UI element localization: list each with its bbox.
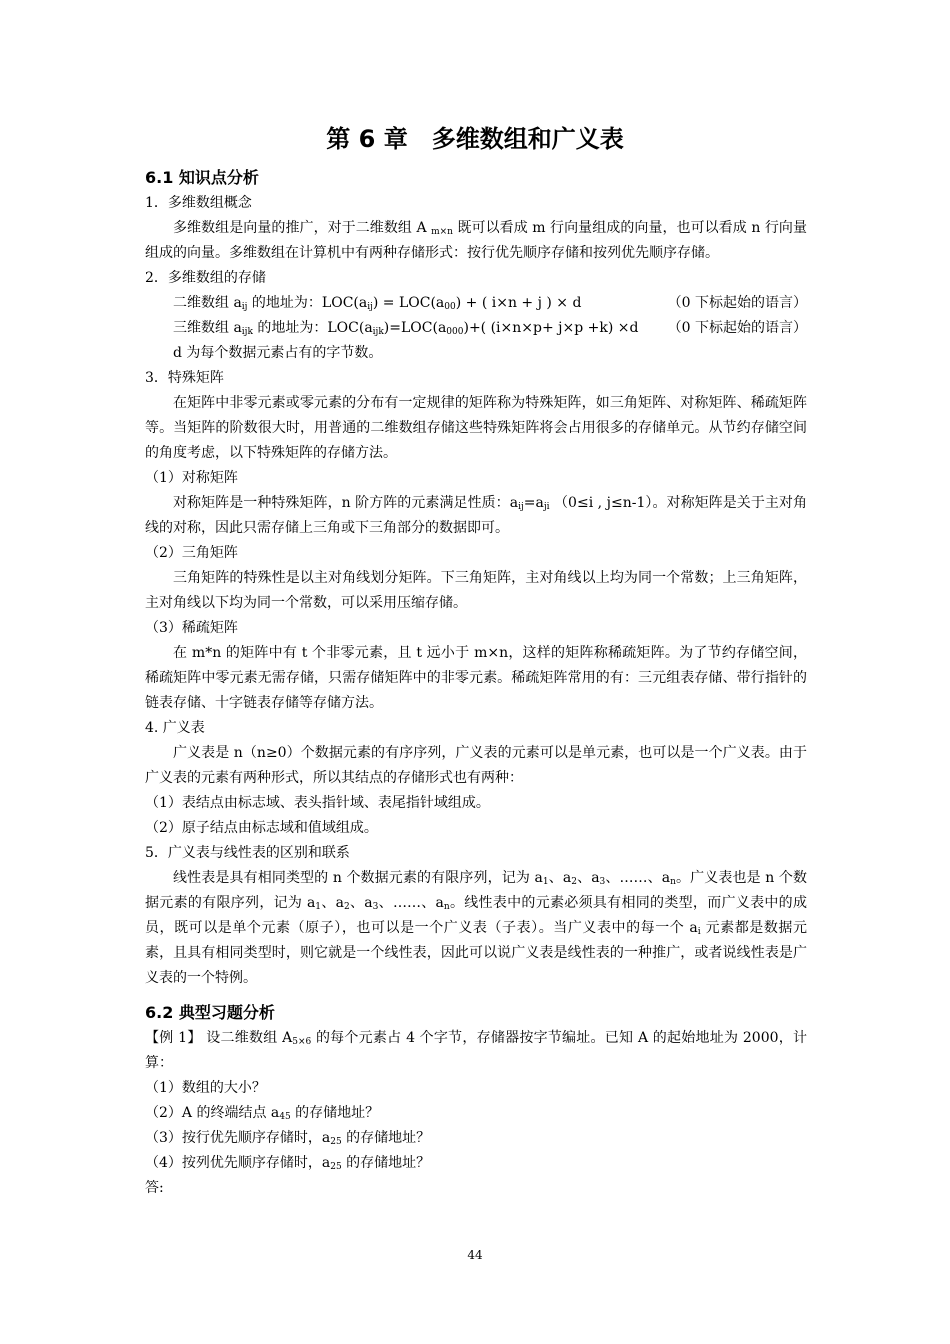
section-heading-6-1: 6.1 知识点分析 xyxy=(145,168,259,187)
chapter-title: 第 6 章 多维数组和广义表 xyxy=(326,125,624,153)
subheading-sparse: （3）稀疏矩阵 xyxy=(145,620,238,636)
paragraph-sparse: 在 m*n 的矩阵中有 t 个非零元素，且 t 远小于 m×n，这样的矩阵称稀疏矩阵。为了节约存储空间，稀疏矩阵中零元素无需存储，只需存储矩阵中的非零元素。稀疏矩阵常用的有：三元组表存储、带行指针的链表存储、十字链表存储等存储方法。 xyxy=(145,645,807,711)
subheading-symmetric: （1）对称矩阵 xyxy=(145,470,238,486)
subheading-triangular: （2）三角矩阵 xyxy=(145,545,238,561)
list-item-table-node: （1）表结点由标志域、表头指针域、表尾指针域组成。 xyxy=(145,795,490,811)
question-2: （2）A 的终端结点 $a_{45}$ 的存储地址？ xyxy=(145,1105,380,1122)
item-heading-3: 3．特殊矩阵 xyxy=(145,370,224,386)
paragraph-symmetric: 对称矩阵是一种特殊矩阵，n 阶方阵的元素满足性质：$a_{ij}=a_{ji}$ （0≤i , j≤n-1）。对称矩阵是关于主对角线的对称，因此只需存储上三角或下三角部分的数据即可。 xyxy=(145,495,807,536)
paragraph-generalized-list: 广义表是 n（n≥0）个数据元素的有序序列，广义表的元素可以是单元素，也可以是一个广义表。由于广义表的元素有两种形式，所以其结点的存储形式也有两种： xyxy=(145,745,807,786)
answer-label: 答: xyxy=(145,1180,164,1196)
list-item-atom-node: （2）原子结点由标志域和值域组成。 xyxy=(145,820,378,836)
question-4: （4）按列优先顺序存储时，$a_{25}$ 的存储地址？ xyxy=(145,1155,431,1172)
paragraph-triangular: 三角矩阵的特殊性是以主对角线划分矩阵。下三角矩阵，主对角线以上均为同一个常数；上三角矩阵，主对角线以下均为同一个常数，可以采用压缩存储。 xyxy=(145,570,807,611)
paragraph-multidim-concept: 多维数组是向量的推广，对于二维数组 A $_{m\times n}$ 既可以看成 m 行向量组成的向量，也可以看成 n 行向量组成的向量。多维数组在计算机中有两种存储形式：按行优先顺序存储和按列优先顺序存储。 xyxy=(145,220,807,261)
item-heading-5: 5．广义表与线性表的区别和联系 xyxy=(145,845,350,861)
page-number: 44 xyxy=(467,1248,483,1262)
page-body xyxy=(145,164,807,1201)
formula-2d-address: 二维数组 $a_{ij}$ 的地址为：$LOC(a_{ij}) = LOC(a_{00})$ + ( i×n + j ) × d （0 下标起始的语言） xyxy=(173,295,807,312)
question-1: （1）数组的大小？ xyxy=(145,1080,266,1096)
question-3: （3）按行优先顺序存储时，$a_{25}$ 的存储地址？ xyxy=(145,1130,431,1147)
paragraph-list-comparison: 线性表是具有相同类型的 n 个数据元素的有限序列，记为 $a_1$、$a_2$、$a_3$、……、$a_n$。广义表也是 n 个数据元素的有限序列，记为 $a_1$、$a_2$、$a_3$、……、$a_n$。线性表中的元素必须具有相同的类型，而广义表中的成员，既可以是单个元素（原子），也可以是一个广义表（子表）。当广义表中的每一个 $a_i$ 元素都是数据元素，且具有相同类型时，则它就是一个线性表，因此可以说广义表是线性表的一种推广，或者说线性表是广义表的一个特例。 xyxy=(145,870,807,986)
example-1-statement: 【例 1】 设二维数组 $A_{5\times 6}$ 的每个元素占 4 个字节，存储器按字节编址。已知 A 的起始地址为 2000，计算： xyxy=(145,1030,807,1071)
bytes-per-element-note: d 为每个数据元素占有的字节数。 xyxy=(173,345,383,361)
item-heading-2: 2．多维数组的存储 xyxy=(145,270,266,286)
section-heading-6-2: 6.2 典型习题分析 xyxy=(145,1003,275,1022)
item-heading-1: 1．多维数组概念 xyxy=(145,195,252,211)
formula-3d-address: 三维数组 $a_{ijk}$ 的地址为：$LOC(a_{ijk})=LOC(a_{000})+$( (i×n×p+ j×p +k) ×d （0 下标起始的语言） xyxy=(173,320,807,337)
paragraph-special-matrix: 在矩阵中非零元素或零元素的分布有一定规律的矩阵称为特殊矩阵，如三角矩阵、对称矩阵、稀疏矩阵等。当矩阵的阶数很大时，用普通的二维数组存储这些特殊矩阵将会占用很多的存储单元。从节约存储空间的角度考虑，以下特殊矩阵的存储方法。 xyxy=(145,395,807,461)
item-heading-4: 4. 广义表 xyxy=(145,720,205,736)
